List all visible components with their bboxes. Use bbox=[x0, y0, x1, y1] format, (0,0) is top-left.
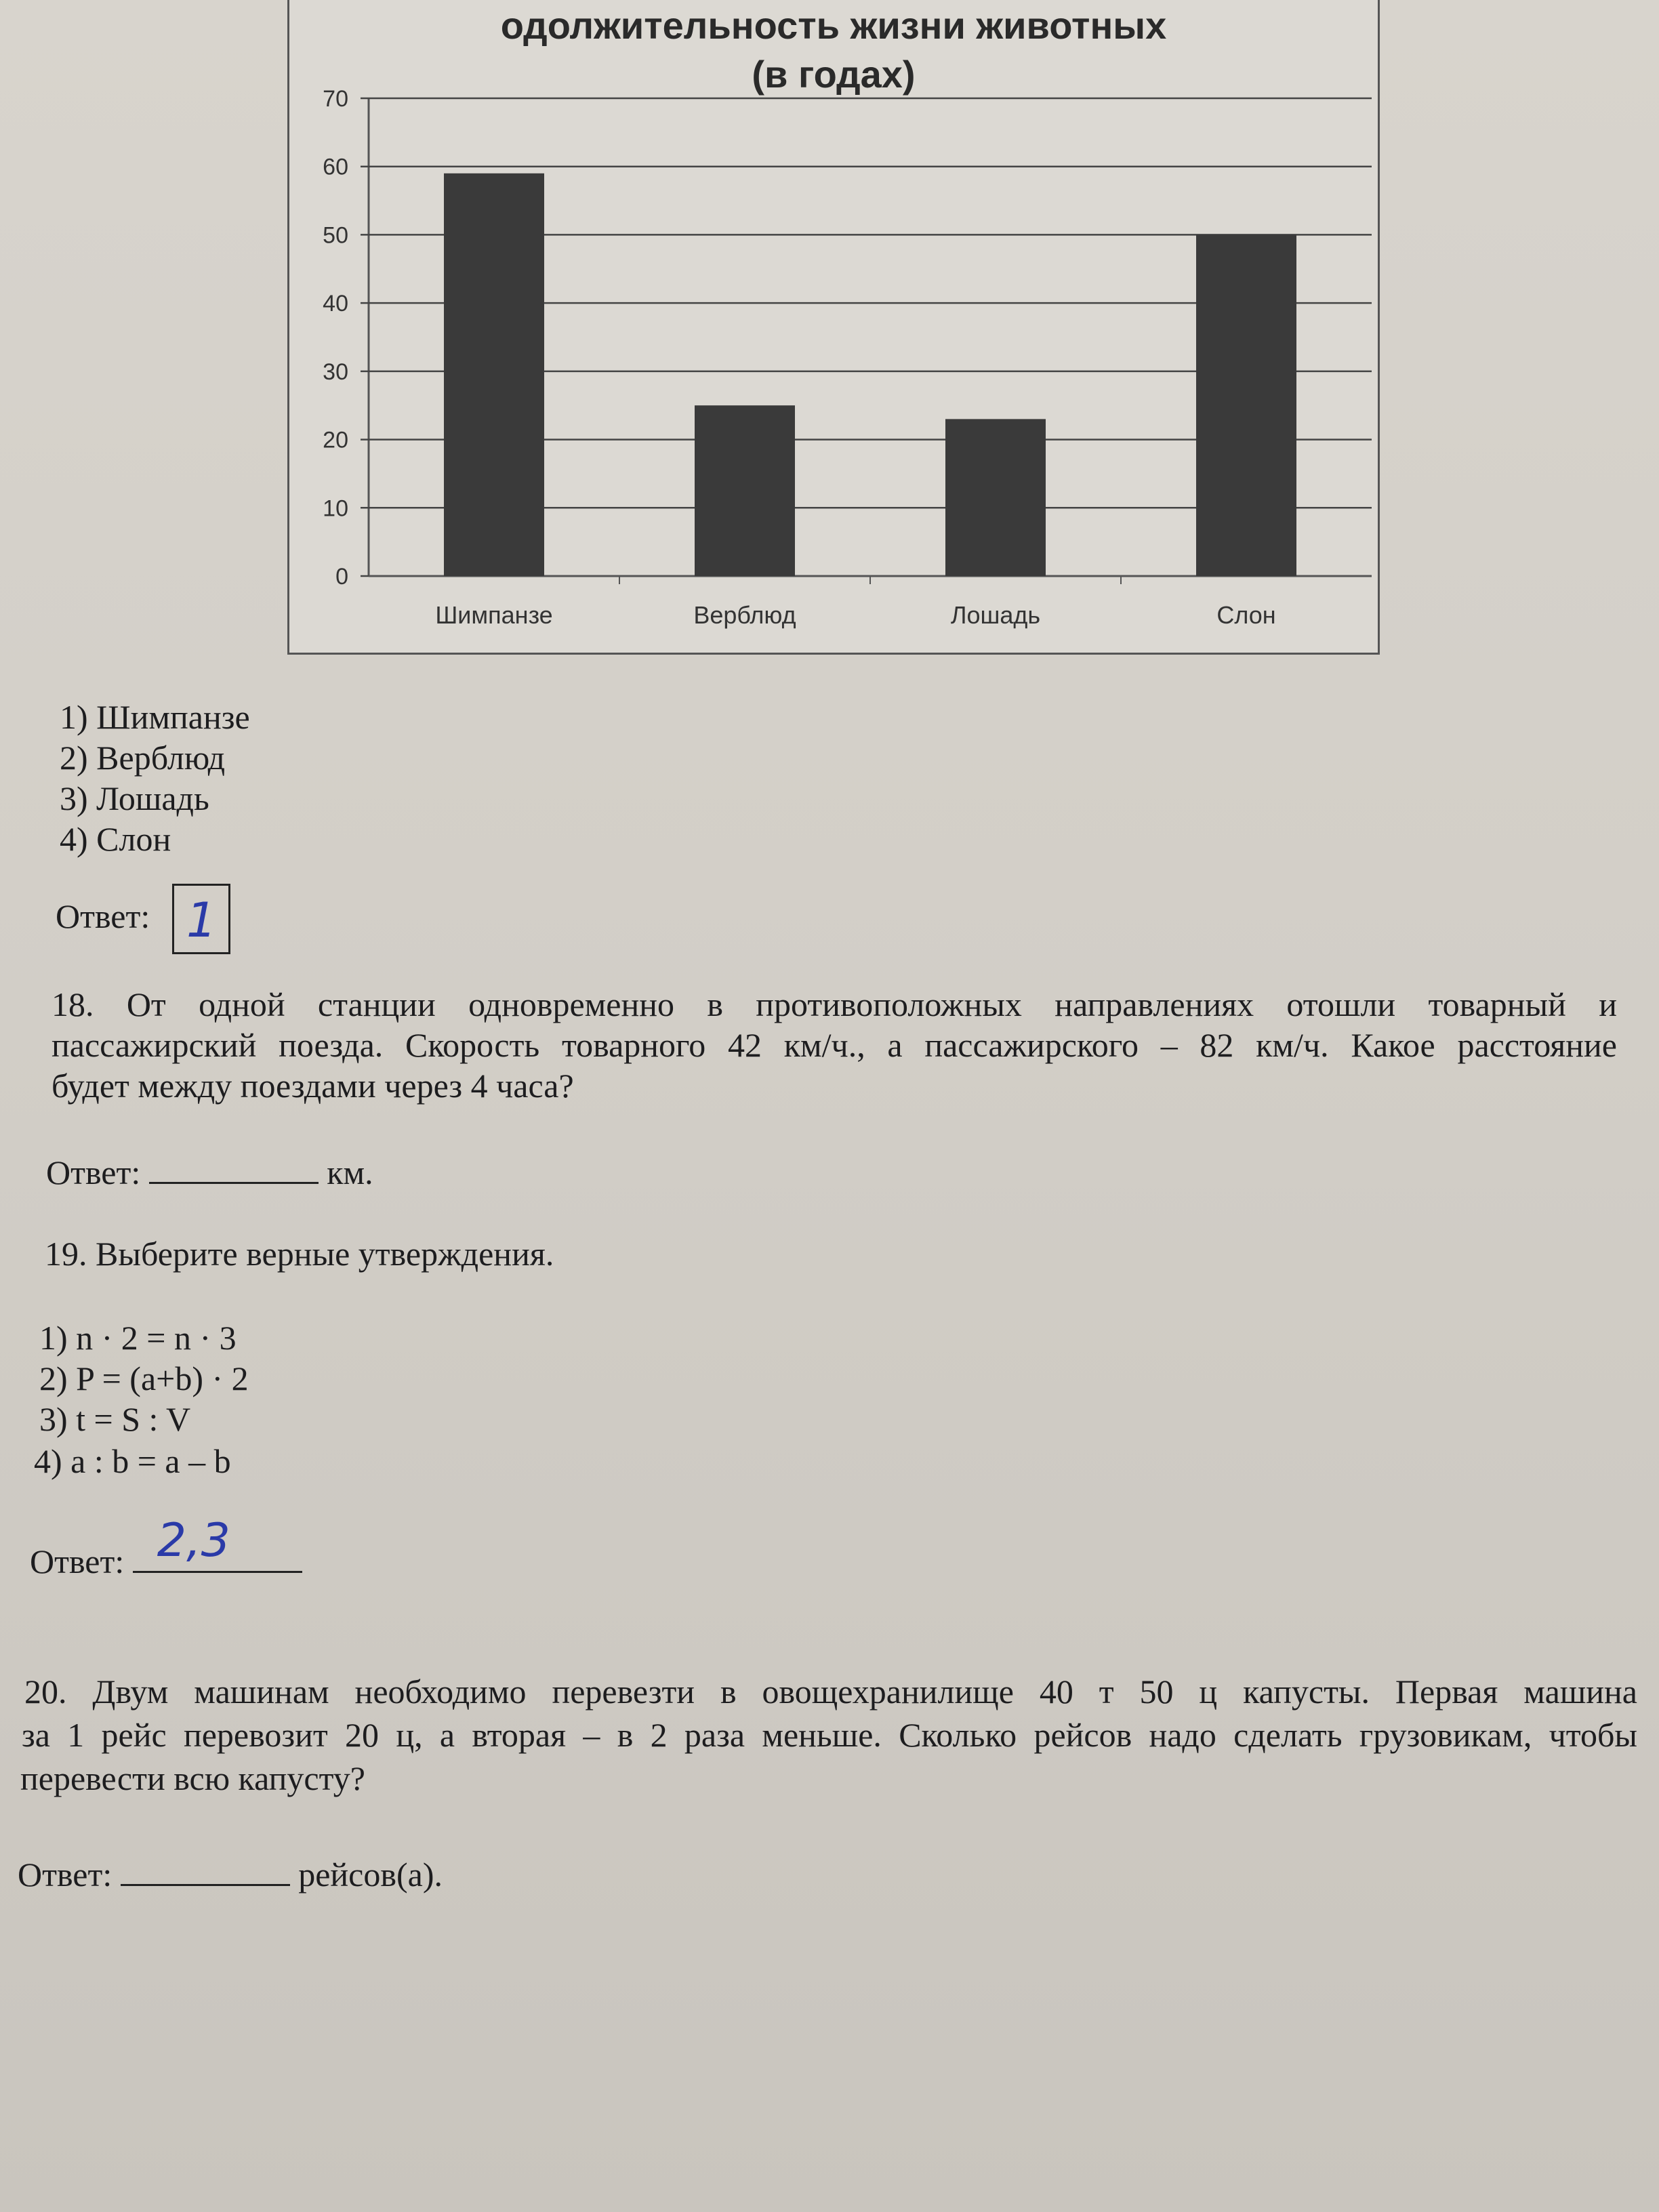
q19-option-4: 4) a : b = a – b bbox=[34, 1442, 231, 1480]
q20-text-line-3: перевести всю капусту? bbox=[20, 1759, 365, 1797]
bar-3 bbox=[945, 419, 1046, 576]
x-category-label: Лошадь bbox=[950, 601, 1041, 629]
q17-answer-value: 1 bbox=[186, 893, 217, 948]
q18-answer-blank[interactable] bbox=[149, 1148, 319, 1184]
q20-answer-blank[interactable] bbox=[121, 1850, 290, 1886]
y-tick-label: 20 bbox=[323, 427, 348, 453]
q20-text-line-1: 20. Двум машинам необходимо перевезти в овощехранилище 40 т 50 ц капусты. Первая машина bbox=[24, 1673, 1637, 1711]
q20-answer-row bbox=[18, 1850, 443, 1895]
chart-title: одолжительность жизни животных bbox=[500, 4, 1167, 47]
q19-option-3: 3) t = S : V bbox=[39, 1400, 191, 1438]
y-tick-label: 60 bbox=[323, 154, 348, 180]
bar-1 bbox=[444, 173, 544, 576]
y-tick-label: 50 bbox=[323, 222, 348, 249]
q18-answer-row bbox=[46, 1148, 373, 1193]
q19-answer-label: Ответ: bbox=[30, 1542, 125, 1580]
q19-option-2: 2) P = (a+b) · 2 bbox=[39, 1359, 249, 1397]
y-tick-label: 30 bbox=[323, 359, 348, 385]
y-tick-label: 0 bbox=[335, 564, 348, 590]
q20-text-line-2: за 1 рейс перевозит 20 ц, а вторая – в 2 раза меньше. Сколько рейсов надо сделать грузовикам, чтобы bbox=[22, 1716, 1637, 1754]
q17-answer-label: Ответ: bbox=[56, 897, 150, 935]
q19-answer-row bbox=[30, 1514, 302, 1582]
q18-answer-unit: км. bbox=[327, 1153, 373, 1191]
q19-answer-blank[interactable] bbox=[133, 1514, 302, 1573]
x-category-label: Верблюд bbox=[693, 601, 796, 629]
q17-answer-box[interactable] bbox=[172, 884, 230, 954]
y-tick-label: 10 bbox=[323, 495, 348, 522]
q18-text-line-3: будет между поездами через 4 часа? bbox=[52, 1067, 574, 1105]
y-tick-label: 40 bbox=[323, 291, 348, 317]
chart-subtitle: (в годах) bbox=[752, 53, 916, 96]
bar-chart bbox=[287, 68, 1376, 651]
y-tick-label: 70 bbox=[323, 86, 348, 112]
q19-title: 19. Выберите верные утверждения. bbox=[45, 1235, 554, 1273]
q20-answer-label: Ответ: bbox=[18, 1856, 112, 1893]
q17-option-1: 1) Шимпанзе bbox=[60, 698, 250, 736]
q19-answer-value: 2,3 bbox=[157, 1514, 230, 1568]
q20-answer-unit: рейсов(а). bbox=[298, 1856, 443, 1893]
bar-4 bbox=[1196, 234, 1296, 576]
q17-option-2: 2) Верблюд bbox=[60, 739, 226, 777]
q17-option-3: 3) Лошадь bbox=[60, 779, 209, 817]
q18-text-line-2: пассажирский поезда. Скорость товарного 42 км/ч., а пассажирского – 82 км/ч. Какое расстояние bbox=[52, 1026, 1617, 1064]
q17-option-4: 4) Слон bbox=[60, 820, 171, 858]
x-category-label: Шимпанзе bbox=[435, 601, 553, 629]
x-category-label: Слон bbox=[1216, 601, 1276, 629]
q18-text-line-1: 18. От одной станции одновременно в противоположных направлениях отошли товарный и bbox=[52, 985, 1617, 1023]
q18-answer-label: Ответ: bbox=[46, 1153, 141, 1191]
bar-2 bbox=[695, 405, 795, 576]
q19-option-1: 1) n · 2 = n · 3 bbox=[39, 1319, 237, 1357]
